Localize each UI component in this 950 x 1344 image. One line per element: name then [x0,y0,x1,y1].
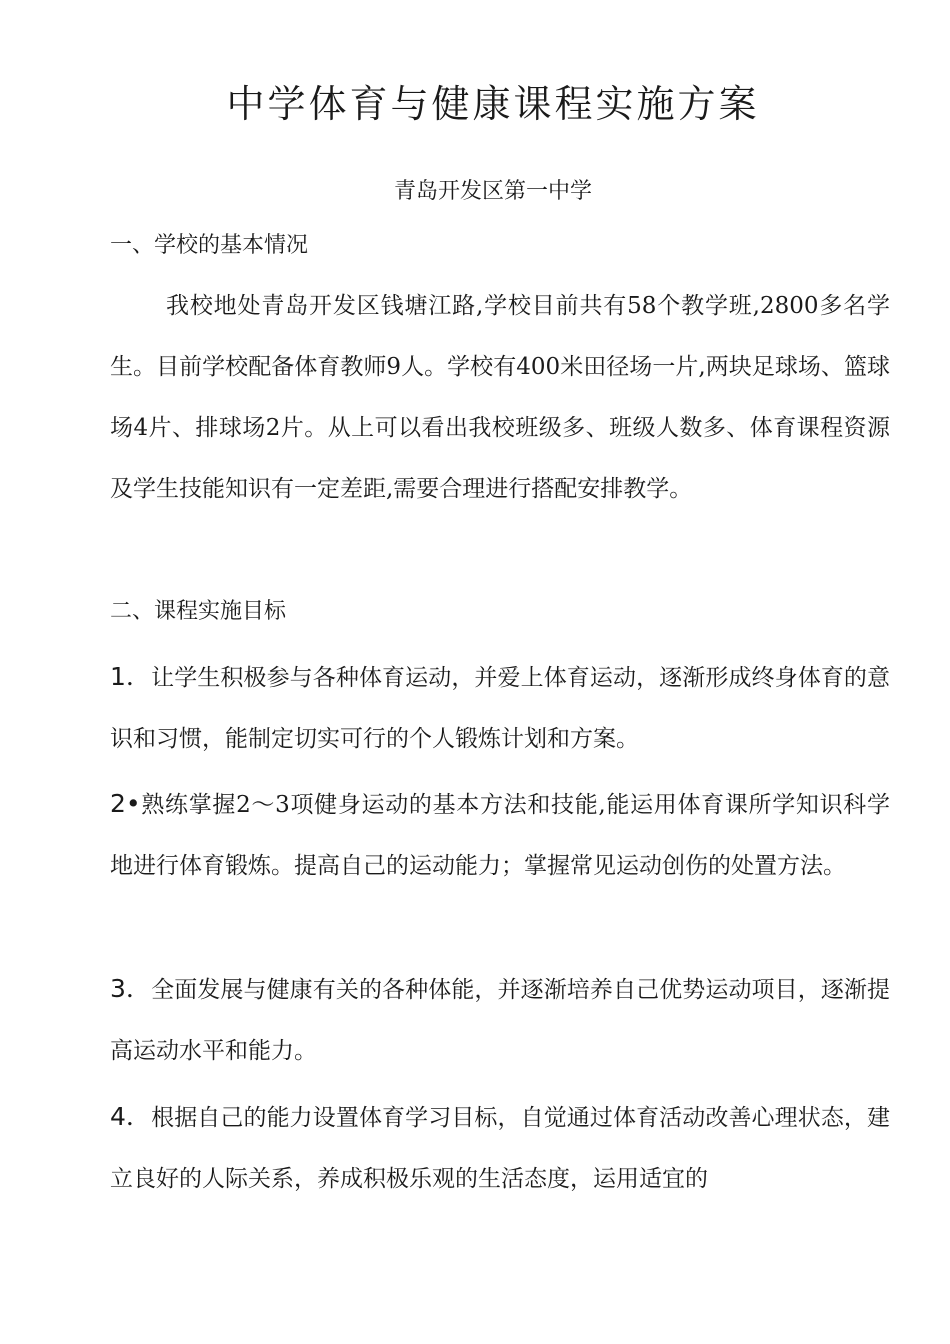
section-heading-goals: 二、课程实施目标 [110,599,287,624]
goal-item [110,773,890,897]
section-heading-basic-info: 一、学校的基本情况 [110,233,309,258]
goal-number: 2• [110,789,141,818]
goal-number: 3． [110,974,152,1003]
goal-number: 1． [110,662,152,691]
goal-text: 熟练掌握2〜3项健身运动的基本方法和技能,能运用体育课所学知识科学地进行体育锻炼。提高自己的运动能力；掌握常见运动创伤的处置方法。 [110,792,890,879]
goal-text: 全面发展与健康有关的各种体能，并逐渐培养自己优势运动项目，逐渐提高运动水平和能力。 [110,977,890,1064]
basic-info-paragraph: 我校地处青岛开发区钱塘江路,学校目前共有58个教学班,2800多名学生。目前学校配备体育教师9人。学校有400米田径场一片,两块足球场、篮球场4片、排球场2片。从上可以看出我校班级多、班级人数多、体育课程资源及学生技能知识有一定差距,需要合理进行搭配安排教学。 [110,293,890,502]
goal-text: 让学生积极参与各种体育运动，并爱上体育运动，逐渐形成终身体育的意识和习惯，能制定切实可行的个人锻炼计划和方案。 [110,665,890,752]
goal-text: 根据自己的能力设置体育学习目标，自觉通过体育活动改善心理状态，建立良好的人际关系，养成积极乐观的生活态度，运用适宜的 [110,1105,890,1192]
school-name: 青岛开发区第一中学 [393,179,592,204]
goal-item [110,1086,890,1210]
goal-item [110,646,890,770]
goal-number: 4． [110,1102,152,1131]
document-title: 中学体育与健康课程实施方案 [226,82,760,126]
goal-item [110,958,890,1082]
